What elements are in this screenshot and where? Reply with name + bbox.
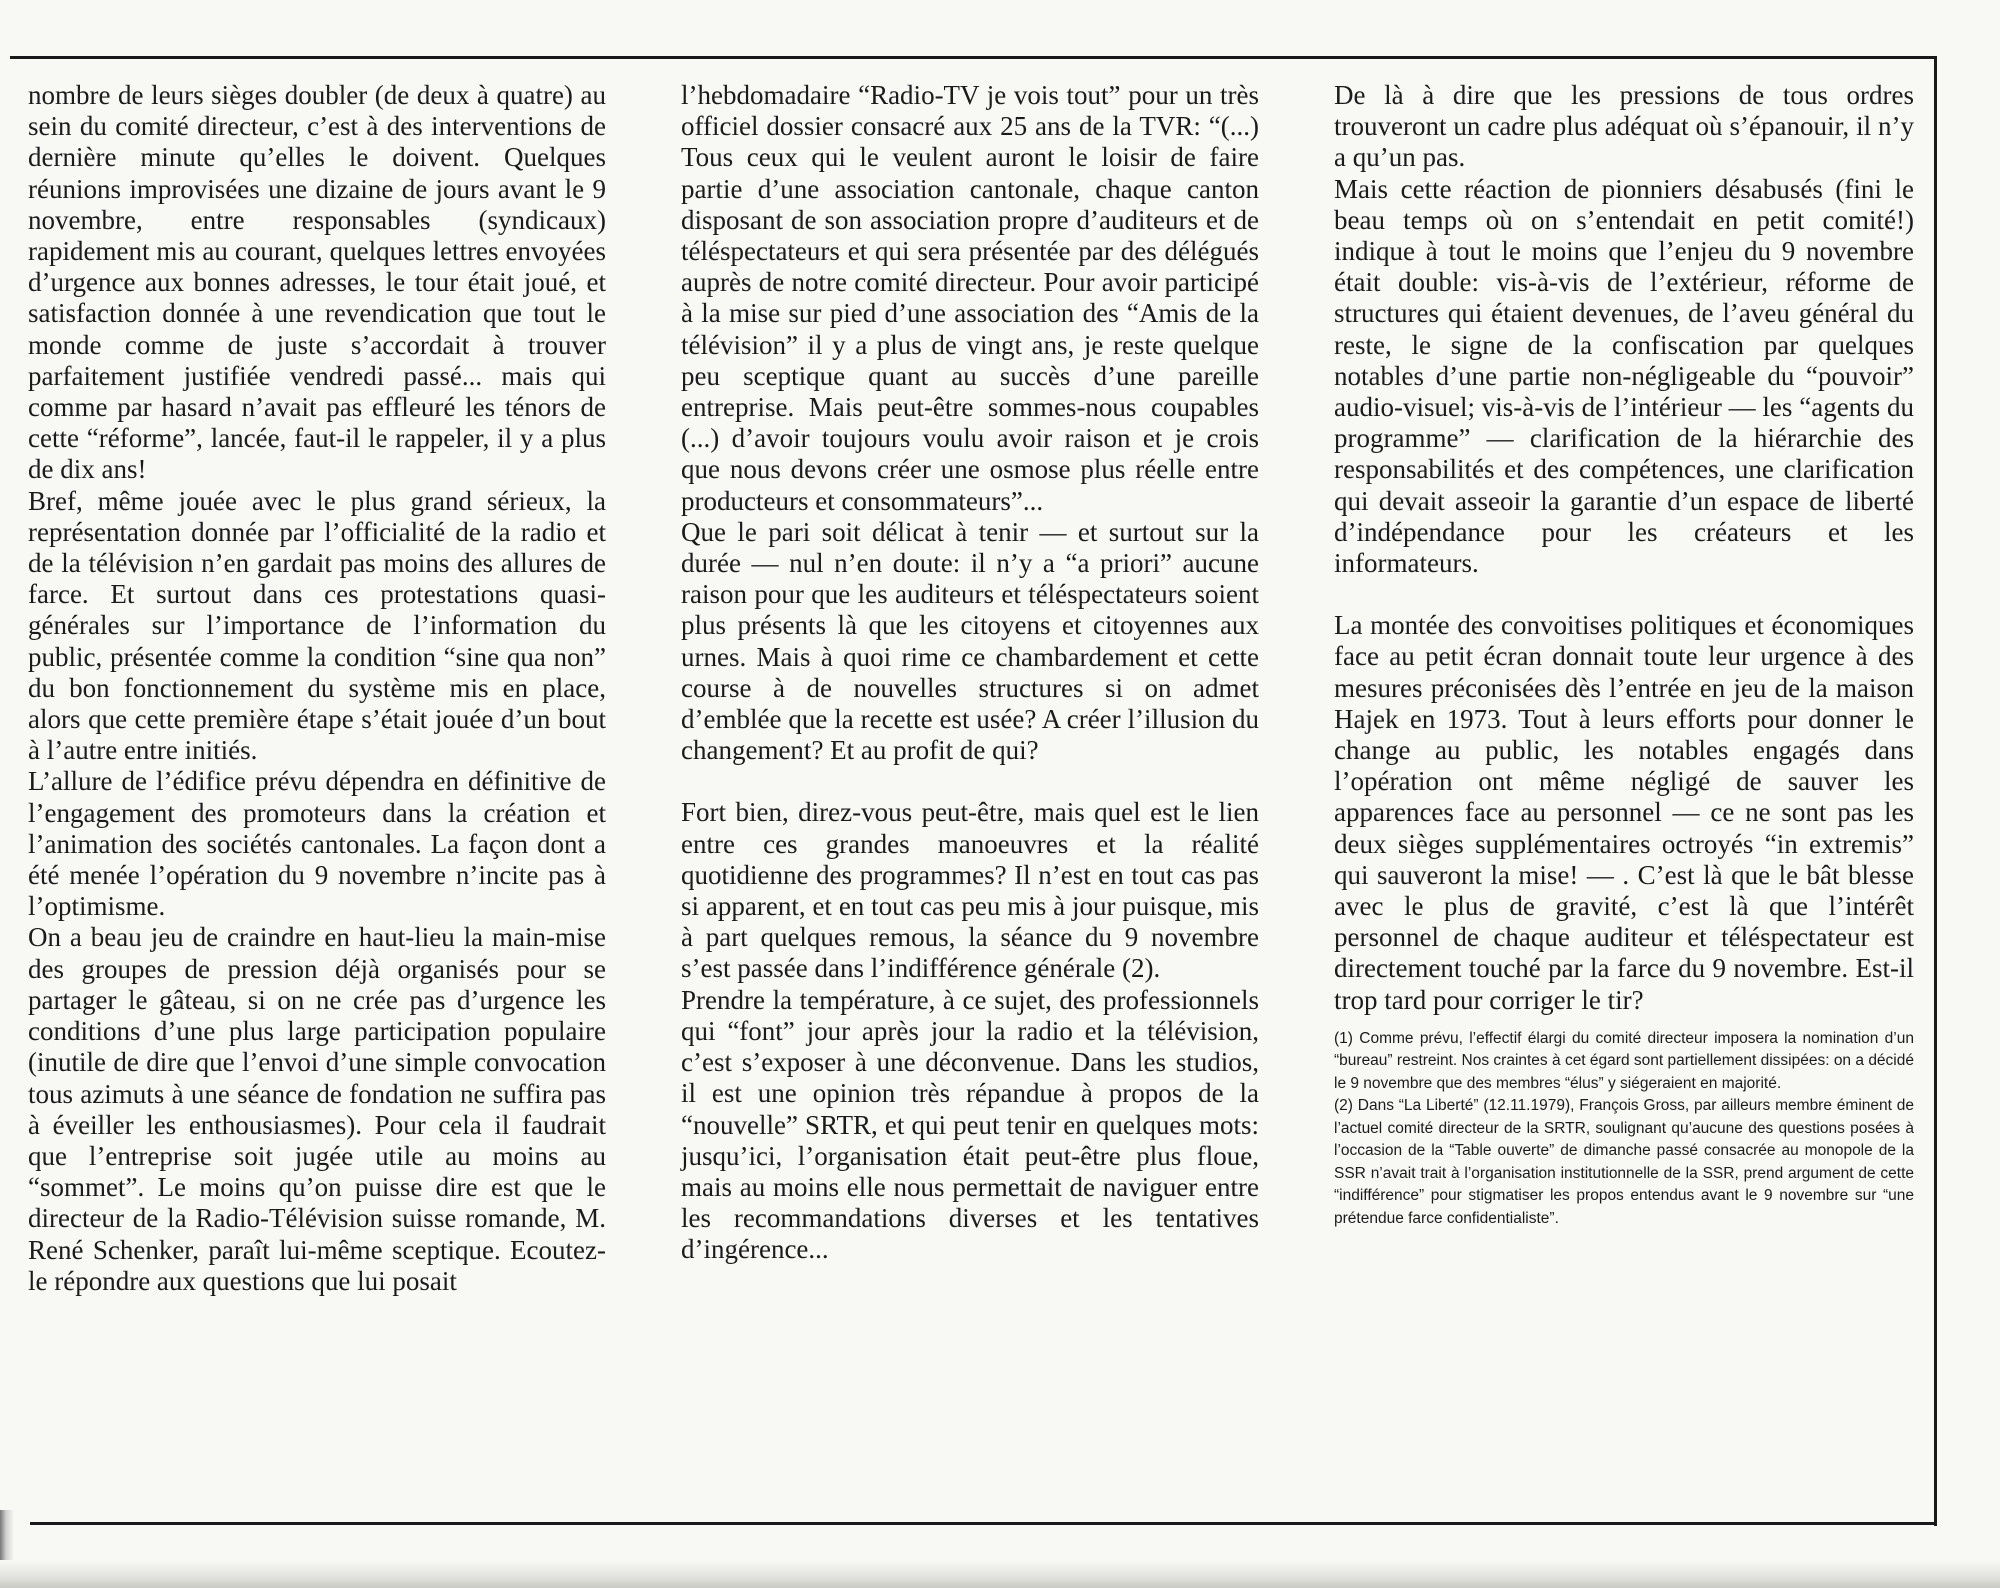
footnotes xyxy=(1334,1028,1914,1231)
paragraph: De là à dire que les pressions de tous ordres trouveront un cadre plus adéquat où s’épanouir, il n’y a qu’un pas. xyxy=(1334,80,1914,173)
paragraph: Prendre la température, à ce sujet, des professionnels qui “font” jour après jour la radio et la télévision, c’est s’exposer à une déconvenue. Dans les studios, il est une opinion très répandue à propos de la “nouvelle” SRTR, et qui peut tenir en quelques mots: jusqu’ici, l’organisation était peut-être plus floue, mais au moins elle nous permettait de naviguer entre les recommandations diverses et les tentatives d’ingérence... xyxy=(681,984,1259,1265)
paragraph: Que le pari soit délicat à tenir — et surtout sur la durée — nul n’en doute: il n’y a “a priori” aucune raison pour que les auditeurs et téléspectateurs soient plus présents là que les citoyens et citoyennes aux urnes. Mais à quoi rime ce chambardement et cette course à de nouvelles structures si on admet d’emblée que la recette est usée? A créer l’illusion du changement? Et au profit de qui? xyxy=(681,516,1259,766)
paragraph: Mais cette réaction de pionniers désabusés (fini le beau temps où on s’entendait en petit comité!) indique à tout le moins que l’enjeu du 9 novembre était double: vis-à-vis de l’extérieur, réforme de structures qui étaient devenues, de l’aveu général du reste, le signe de la confiscation par quelques notables d’une partie non-négligeable du “pouvoir” audio-visuel; vis-à-vis de l’intérieur — les “agents du programme” — clarification de la hiérarchie des responsabilités et des compétences, une clarification qui devait asseoir la garantie d’un espace de liberté d’indépendance pour les créateurs et les informateurs. xyxy=(1334,173,1914,579)
paragraph: nombre de leurs sièges doubler (de deux à quatre) au sein du comité directeur, c’est à des interventions de dernière minute qu’elles le doivent. Quelques réunions improvisées une dizaine de jours avant le 9 novembre, entre responsables (syndicaux) rapidement mis au courant, quelques lettres envoyées d’urgence aux bonnes adresses, le tour était joué, et satisfaction donnée à une revendication que tout le monde comme de juste s’accordait à trouver parfaitement justifiée vendredi passé... mais qui comme par hasard n’avait pas effleuré les ténors de cette “réforme”, lancée, faut-il le rappeler, il y a plus de dix ans! xyxy=(28,80,606,485)
right-border-rule xyxy=(1934,56,1937,1526)
column-left xyxy=(28,80,606,1297)
footnote-1: (1) Comme prévu, l’effectif élargi du comité directeur imposera la nomination d’un “bureau” restreint. Nos craintes à cet égard sont partiellement dissipées: on a décidé le 9 novembre que des membres “élus” y siégeraient en majorité. xyxy=(1334,1029,1914,1092)
paragraph: Bref, même jouée avec le plus grand sérieux, la représentation donnée par l’officialité de la radio et de la télévision n’en gardait pas moins des allures de farce. Et surtout dans ces protestations quasi-générales sur l’importance de l’information du public, présentée comme la condition “sine qua non” du bon fonctionnement du système mis en place, alors que cette première étape s’était jouée d’un bout à l’autre entre initiés. xyxy=(28,485,606,766)
column-middle xyxy=(681,80,1259,1266)
footnote-2: (2) Dans “La Liberté” (12.11.1979), François Gross, par ailleurs membre éminent de l’actuel comité directeur de la SRTR, soulignant qu’aucune des questions posées à l’occasion de la “Table ouverte” de dimanche passé consacrée au monopole de la SSR n’avait trait à l’organisation institutionnelle de la SSR, prend argument de cette “indifférence” pour stigmatiser les propos entendus avant le 9 novembre sur “une prétendue farce confidentialiste”. xyxy=(1334,1097,1914,1227)
top-border-rule xyxy=(10,56,1936,59)
paragraph: On a beau jeu de craindre en haut-lieu la main-mise des groupes de pression déjà organisés pour se partager le gâteau, si on ne crée pas d’urgence les conditions d’une plus large participation populaire (inutile de dire que l’envoi d’une simple convocation tous azimuts à une séance de fondation ne suffira pas à éveiller les enthousiasmes). Pour cela il faudrait que l’entreprise soit jugée utile au moins au “sommet”. Le moins qu’on puisse dire est que le directeur de la Radio-Télévision suisse romande, M. René Schenker, paraît lui-même sceptique. Ecoutez-le répondre aux questions que lui posait xyxy=(28,922,606,1296)
bottom-edge-shadow xyxy=(0,1560,2000,1588)
paragraph: La montée des convoitises politiques et économiques face au petit écran donnait toute leur urgence à des mesures préconisées dès l’entrée en jeu de la maison Hajek en 1973. Tout à leurs efforts pour donner le change au public, les notables engagés dans l’opération ont même négligé de sauver les apparences face au personnel — ce ne sont pas les deux sièges supplémentaires octroyés “in extremis” qui sauveront la mise! — . C’est là que le bât blesse avec le plus de gravité, c’est là que l’intérêt personnel de chaque auditeur et téléspectateur est directement touché par la farce du 9 novembre. Est-il trop tard pour corriger le tir? xyxy=(1334,610,1914,1015)
paragraph-spacer xyxy=(1334,579,1914,610)
paragraph-spacer xyxy=(681,766,1259,797)
paragraph: l’hebdomadaire “Radio-TV je vois tout” pour un très officiel dossier consacré aux 25 ans de la TVR: “(...) Tous ceux qui le veulent auront le loisir de faire partie d’une association cantonale, chaque canton disposant de son association propre d’auditeurs et de téléspectateurs et qui sera présentée par des délégués auprès de notre comité directeur. Pour avoir participé à la mise sur pied d’une association des “Amis de la télévision” il y a plus de vingt ans, je reste quelque peu sceptique quant au succès d’une pareille entreprise. Mais peut-être sommes-nous coupables (...) d’avoir toujours voulu avoir raison et je crois que nous devons créer une osmose plus réelle entre producteurs et consommateurs”... xyxy=(681,80,1259,516)
column-right xyxy=(1334,80,1914,1230)
bottom-border-rule xyxy=(10,1522,1936,1525)
paragraph: L’allure de l’édifice prévu dépendra en définitive de l’engagement des promoteurs dans la création et l’animation des sociétés cantonales. La façon dont a été menée l’opération du 9 novembre n’incite pas à l’optimisme. xyxy=(28,766,606,922)
paragraph: Fort bien, direz-vous peut-être, mais quel est le lien entre ces grandes manoeuvres et la réalité quotidienne des programmes? Il n’est en tout cas pas si apparent, et en tout cas peu mis à jour puisque, mis à part quelques remous, la séance du 9 novembre s’est passée dans l’indifférence générale (2). xyxy=(681,797,1259,984)
